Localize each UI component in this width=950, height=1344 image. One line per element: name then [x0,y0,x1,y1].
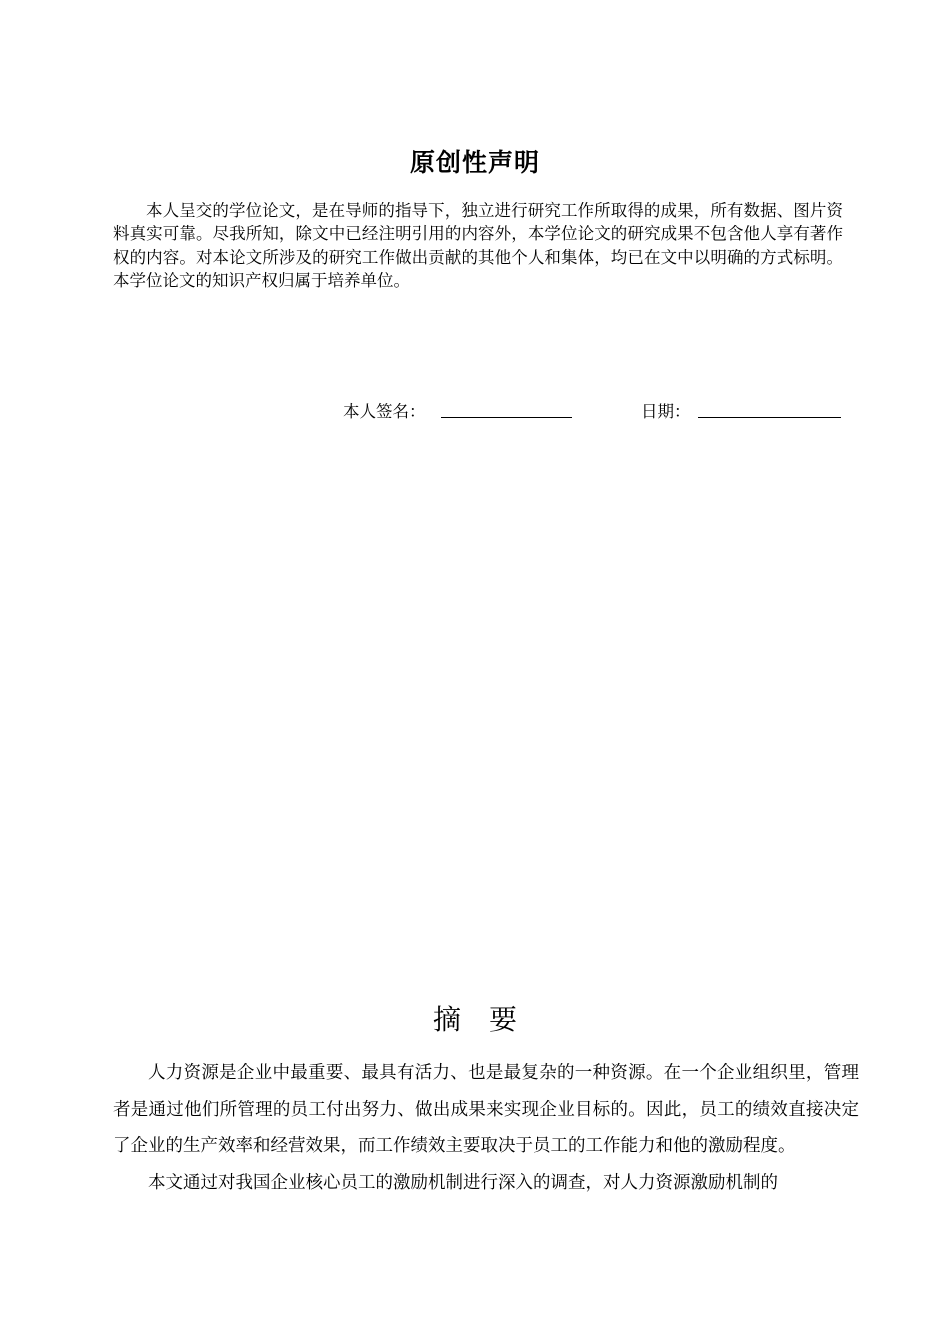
date-line [698,417,841,418]
signature-line [441,417,572,418]
declaration-body: 本人呈交的学位论文，是在导师的指导下，独立进行研究工作所取得的成果，所有数据、图片资料真实可靠。尽我所知，除文中已经注明引用的内容外，本学位论文的研究成果不包含他人享有著作权的内容。对本论文所涉及的研究工作做出贡献的其他个人和集体，均已在文中以明确的方式标明。本学位论文的知识产权归属于培养单位。 [113,201,843,291]
abstract-title-char-1: 摘 [432,1003,461,1036]
abstract-body [113,1055,859,1201]
signature-row [0,398,950,422]
abstract-paragraph: 本文通过对我国企业核心员工的激励机制进行深入的调查，对人力资源激励机制的 [148,1172,778,1193]
abstract-title-char-2: 要 [489,1003,518,1036]
abstract-paragraph: 人力资源是企业中最重要、最具有活力、也是最复杂的一种资源。在一个企业组织里，管理者是通过他们所管理的员工付出努力、做出成果来实现企业目标的。因此，员工的绩效直接决定了企业的生产效率和经营效果，而工作绩效主要取决于员工的工作能力和他的激励程度。 [113,1063,859,1157]
declaration-title: 原创性声明 [409,148,540,177]
date-label: 日期： [641,402,691,421]
signature-label: 本人签名： [343,402,426,421]
abstract-title [0,998,950,1038]
